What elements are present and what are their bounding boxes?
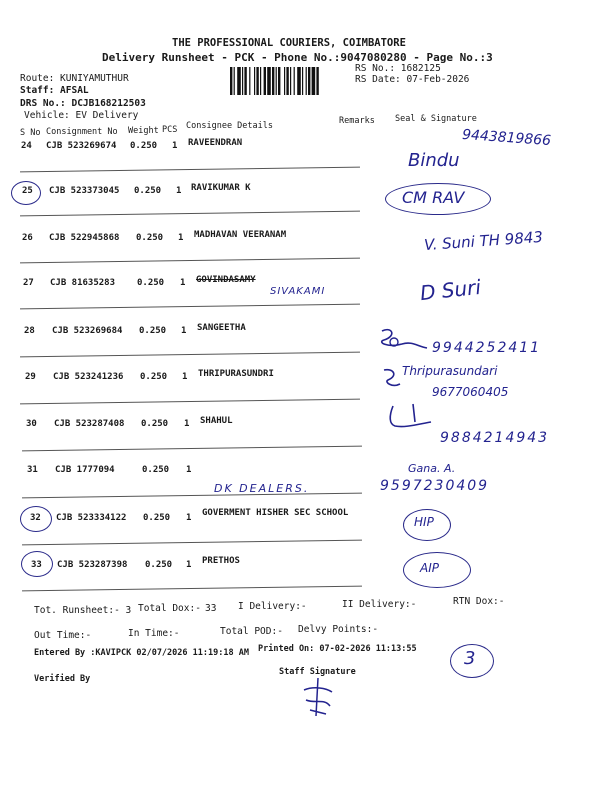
row-pcs: 1 (186, 465, 192, 475)
staff-signature-label: Staff Signature (279, 667, 356, 677)
row-sno: 33 (31, 560, 42, 570)
row-weight: 0.250 (130, 141, 158, 151)
row-sno: 24 (21, 141, 32, 151)
row-divider (20, 304, 360, 310)
row-sno: 25 (22, 186, 33, 196)
handwritten-signature-24: Bindu (408, 150, 460, 171)
row-consignment: CJB 523334122 (56, 513, 127, 523)
handwritten-signature-31: Gana. A. (408, 462, 456, 475)
row-weight: 0.250 (137, 278, 165, 288)
row-consignee: SHAHUL (200, 416, 233, 426)
row-weight: 0.250 (143, 513, 171, 523)
vehicle-label: Vehicle: EV Delivery (24, 110, 139, 121)
row-consignee: SANGEETHA (197, 323, 246, 333)
row-weight: 0.250 (141, 419, 169, 429)
row-consignee: MADHAVAN VEERANAM (194, 230, 287, 240)
col-signature: Seal & Signature (395, 114, 477, 124)
row-consignee: RAVIKUMAR K (191, 183, 251, 193)
row-circle-mark (21, 551, 53, 577)
row-sno: 31 (27, 465, 38, 475)
row-consignee: RAVEENDRAN (188, 138, 243, 148)
table-row (0, 556, 600, 570)
rs-date: RS Date: 07-Feb-2026 (355, 74, 470, 85)
row-consignment: CJB 523287408 (54, 419, 125, 429)
staff-label: Staff: AFSAL (20, 85, 89, 96)
barcode (230, 67, 350, 95)
row-pcs: 1 (186, 513, 192, 523)
total-dox-value: 33 (205, 603, 217, 614)
total-dox-label: Total Dox:- (138, 603, 201, 614)
row-weight: 0.250 (136, 233, 164, 243)
row-sno: 29 (25, 372, 36, 382)
handwritten-page-mark: 3 (464, 648, 476, 669)
total-pod: Total POD:- (220, 626, 283, 637)
tot-runsheet: Tot. Runsheet:- 3 (34, 605, 132, 616)
row-weight: 0.250 (142, 465, 170, 475)
handwritten-name-27: SIVAKAMI (270, 286, 326, 297)
row-pcs: 1 (181, 326, 187, 336)
row-consignment: CJB 523269684 (52, 326, 123, 336)
delvy-points: Delvy Points:- (298, 624, 379, 635)
handwritten-signature-33: AIP (420, 561, 439, 575)
row-pcs: 1 (182, 372, 188, 382)
table-row (0, 416, 600, 429)
handwritten-signature-32: HIP (414, 515, 434, 529)
row-sno: 26 (22, 233, 33, 243)
handwritten-signature-26: V. Suni TH 9843 (423, 227, 544, 255)
signature-scribble-28 (372, 326, 432, 356)
table-row (0, 323, 600, 336)
handwritten-phone-31: 9597230409 (380, 478, 490, 494)
row-pcs: 1 (178, 233, 184, 243)
handwritten-phone-24: 9443819866 (461, 126, 552, 150)
col-consignee: Consignee Details (186, 121, 273, 131)
signature-scribble-29 (380, 366, 404, 390)
signature-scribble-30 (385, 400, 435, 434)
row-consignee: GOVINDASAMY (196, 275, 256, 285)
row-divider (20, 399, 360, 405)
row-divider (22, 493, 362, 499)
company-name: THE PROFESSIONAL COURIERS, COIMBATORE (172, 37, 406, 49)
row-consignment: CJB 1777094 (55, 465, 115, 475)
entered-by: Entered By :KAVIPCK 02/07/2026 11:19:18 AM (34, 648, 249, 658)
handwritten-phone-28: 9944252411 (432, 340, 542, 356)
row-sno: 30 (26, 419, 37, 429)
row-consignee: PRETHOS (202, 556, 240, 566)
row-pcs: 1 (176, 186, 182, 196)
table-row (0, 508, 600, 523)
printed-on: Printed On: 07-02-2026 11:13:55 (258, 644, 417, 654)
drs-number: DRS No.: DCJB168212503 (20, 98, 146, 109)
row-consignee: THRIPURASUNDRI (198, 369, 274, 379)
col-weight: Weight (128, 126, 159, 136)
row-divider (22, 446, 362, 452)
row-pcs: 1 (180, 278, 186, 288)
row-consignment: CJB 523241236 (53, 372, 124, 382)
handwritten-phone-29: 9677060405 (432, 385, 509, 399)
col-remarks: Remarks (339, 116, 375, 126)
rtn-dox: RTN Dox:- (453, 596, 505, 607)
row-divider (20, 211, 360, 217)
row-consignment: CJB 523287398 (57, 560, 128, 570)
handwritten-signature-25: CM RAV (402, 188, 465, 207)
row-weight: 0.250 (145, 560, 173, 570)
row-circle-mark (11, 181, 41, 205)
row-weight: 0.250 (139, 326, 167, 336)
out-time: Out Time:- (34, 630, 92, 641)
staff-signature-scribble (298, 676, 338, 720)
handwritten-name-29: Thripurasundari (402, 364, 498, 378)
row-consignment: CJB 523373045 (49, 186, 120, 196)
row-consignment: CJB 523269674 (46, 141, 117, 151)
row-divider (20, 167, 360, 173)
runsheet-subtitle: Delivery Runsheet - PCK - Phone No.:9047080280 - Page No.:3 (102, 51, 493, 64)
handwritten-signature-27: D Suri (418, 274, 483, 306)
row-sno: 28 (24, 326, 35, 336)
row-divider (22, 540, 362, 546)
col-sno: S No (20, 128, 41, 138)
row-divider (20, 258, 360, 264)
row-divider (22, 586, 362, 592)
handwritten-name-31: DK DEALERS. (214, 482, 310, 495)
row-consignment: CJB 81635283 (50, 278, 116, 288)
table-row (0, 465, 600, 475)
col-pcs: PCS (162, 125, 178, 135)
row-sno: 32 (30, 513, 41, 523)
i-delivery: I Delivery:- (238, 601, 307, 612)
row-weight: 0.250 (134, 186, 162, 196)
ii-delivery: II Delivery:- (342, 599, 417, 610)
table-row (0, 183, 600, 196)
row-pcs: 1 (186, 560, 192, 570)
row-sno: 27 (23, 278, 34, 288)
col-consignment: Consignment No (46, 127, 118, 137)
handwritten-phone-30: 9884214943 (440, 430, 550, 446)
row-weight: 0.250 (140, 372, 168, 382)
route-label: Route: KUNIYAMUTHUR (20, 73, 129, 84)
verified-by: Verified By (34, 674, 91, 684)
row-divider (20, 352, 360, 358)
row-consignment: CJB 522945868 (49, 233, 120, 243)
row-pcs: 1 (184, 419, 190, 429)
row-pcs: 1 (172, 141, 178, 151)
rs-number: RS No.: 1682125 (355, 63, 441, 74)
row-consignee: GOVERMENT HISHER SEC SCHOOL (202, 508, 349, 518)
in-time: In Time:- (128, 628, 180, 639)
row-circle-mark (20, 506, 52, 532)
